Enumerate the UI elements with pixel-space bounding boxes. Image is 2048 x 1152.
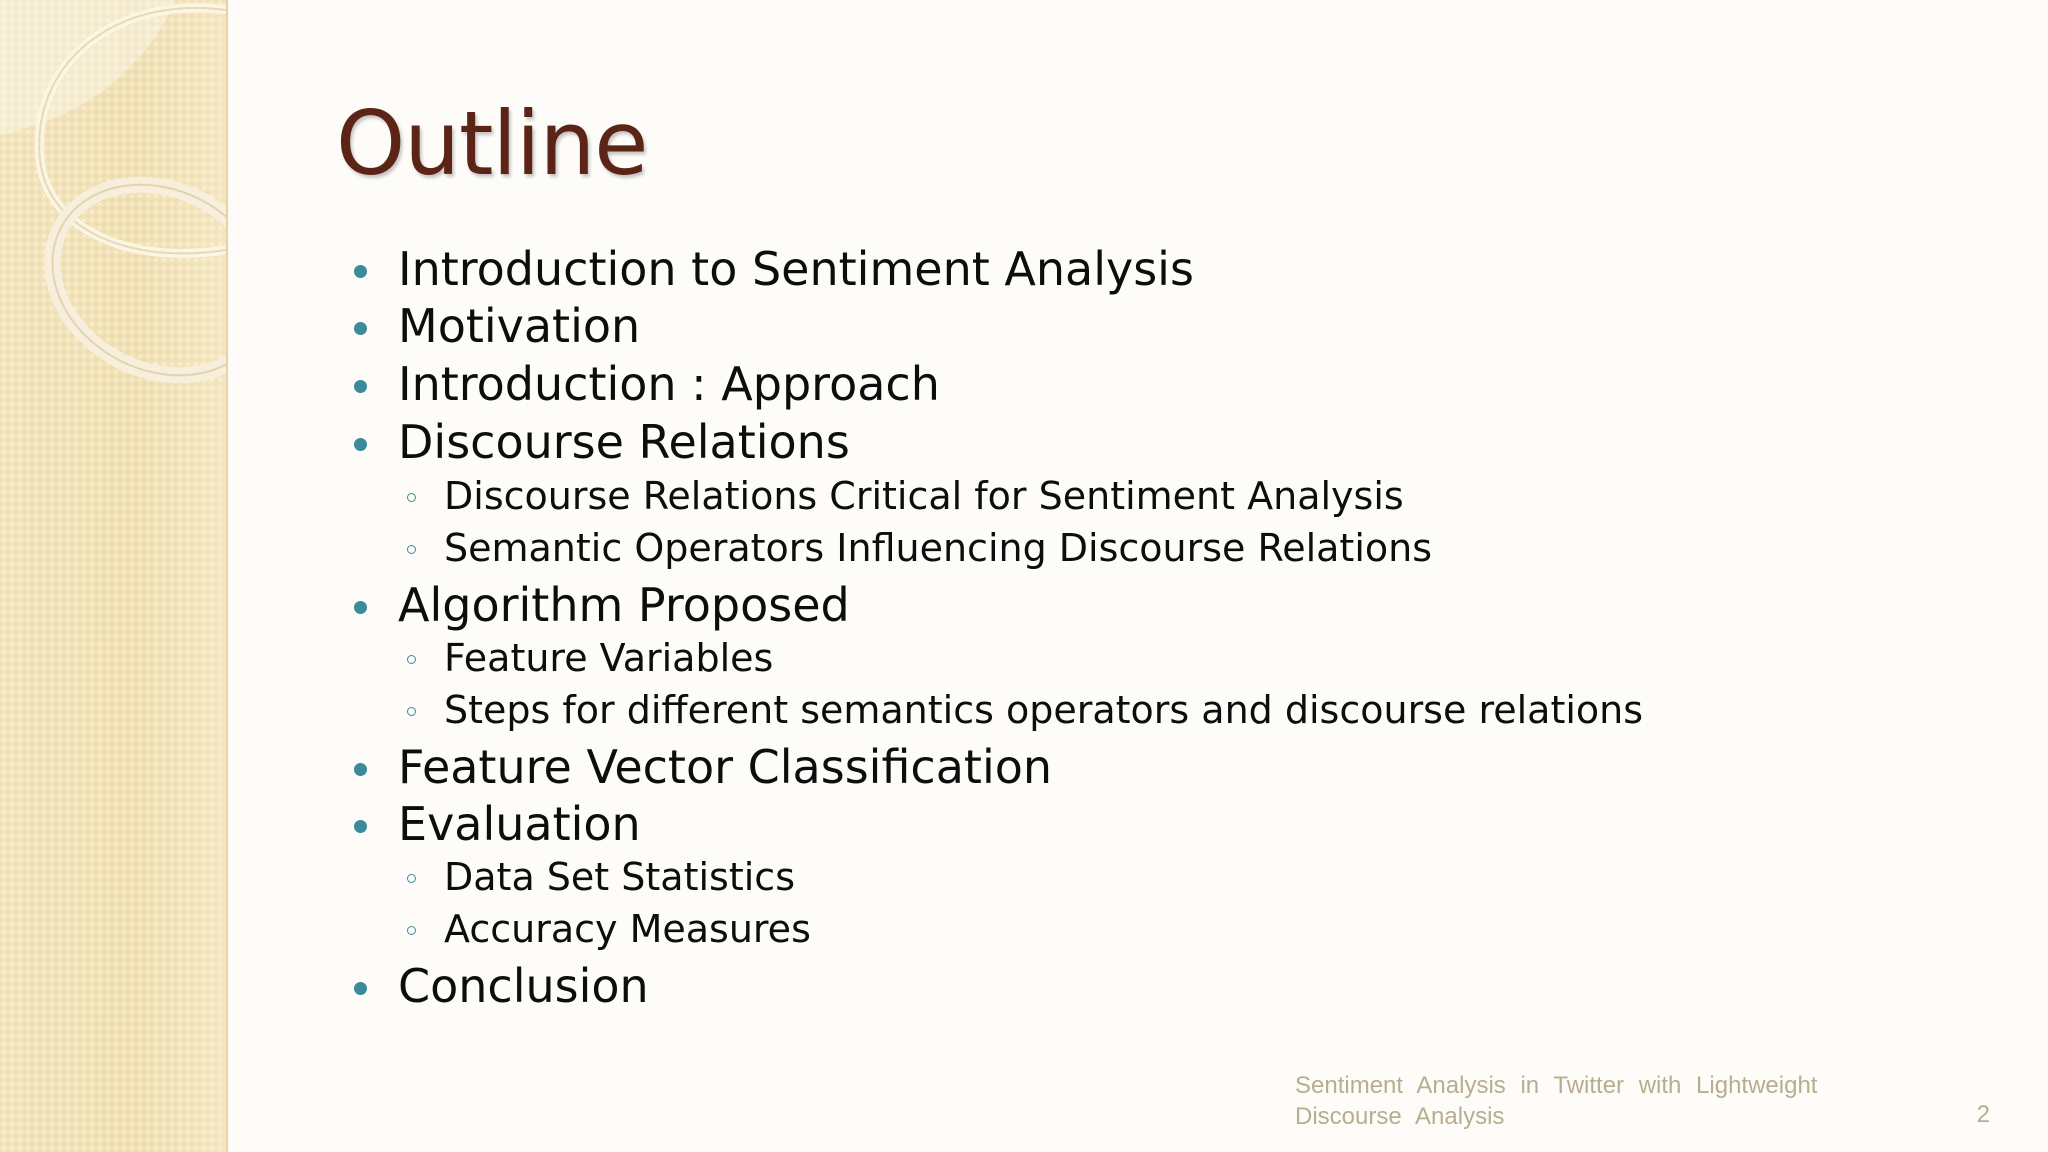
hollow-circle-bullet-icon xyxy=(407,545,416,554)
decorative-swirl-graphic xyxy=(0,0,228,400)
outline-item-text: Conclusion xyxy=(398,959,649,1013)
outline-item-text: Discourse Relations xyxy=(398,415,850,469)
outline-item-text: Motivation xyxy=(398,299,641,353)
outline-item-text: Evaluation xyxy=(398,797,641,851)
outline-item-text: Introduction : Approach xyxy=(398,357,940,411)
outline-subitem xyxy=(444,474,1404,518)
outline-item xyxy=(398,578,850,632)
outline-subitem xyxy=(444,855,795,899)
outline-item-text: Introduction to Sentiment Analysis xyxy=(398,242,1194,296)
hollow-circle-bullet-icon xyxy=(407,707,416,716)
outline-item xyxy=(398,415,850,469)
outline-subitem-text: Semantic Operators Influencing Discourse Relations xyxy=(444,526,1433,570)
hollow-circle-bullet-icon xyxy=(407,874,416,883)
page-number: 2 xyxy=(1976,1101,1990,1128)
decorative-side-band xyxy=(0,0,228,1152)
outline-item xyxy=(398,242,1194,296)
outline-subitem xyxy=(444,636,773,680)
footer-line: Sentiment Analysis in Twitter with Lightweight xyxy=(1295,1072,1818,1099)
outline-subitem-text: Steps for different semantics operators and discourse relations xyxy=(444,688,1644,732)
outline-item xyxy=(398,959,649,1013)
filled-circle-bullet-icon xyxy=(354,982,367,995)
slide-footer xyxy=(1295,1070,1885,1132)
filled-circle-bullet-icon xyxy=(354,265,367,278)
outline-item-text: Feature Vector Classification xyxy=(398,740,1053,794)
outline-subitem xyxy=(444,688,1643,732)
outline-subitem xyxy=(444,907,811,951)
filled-circle-bullet-icon xyxy=(354,380,367,393)
outline-subitem-text: Discourse Relations Critical for Sentiment Analysis xyxy=(444,474,1404,518)
hollow-circle-bullet-icon xyxy=(407,926,416,935)
outline-item xyxy=(398,357,940,411)
hollow-circle-bullet-icon xyxy=(407,493,416,502)
slide-title: Outline xyxy=(336,92,648,195)
outline-item xyxy=(398,797,641,851)
outline-subitem-text: Feature Variables xyxy=(444,636,774,680)
outline-item xyxy=(398,740,1052,794)
outline-item xyxy=(398,299,640,353)
filled-circle-bullet-icon xyxy=(354,601,367,614)
filled-circle-bullet-icon xyxy=(354,322,367,335)
filled-circle-bullet-icon xyxy=(354,820,367,833)
outline-item-text: Algorithm Proposed xyxy=(398,578,850,632)
footer-line: Discourse Analysis xyxy=(1295,1103,1505,1130)
outline-subitem-text: Data Set Statistics xyxy=(444,855,795,899)
filled-circle-bullet-icon xyxy=(354,438,367,451)
outline-subitem xyxy=(444,526,1432,570)
hollow-circle-bullet-icon xyxy=(407,655,416,664)
outline-subitem-text: Accuracy Measures xyxy=(444,907,811,951)
filled-circle-bullet-icon xyxy=(354,763,367,776)
